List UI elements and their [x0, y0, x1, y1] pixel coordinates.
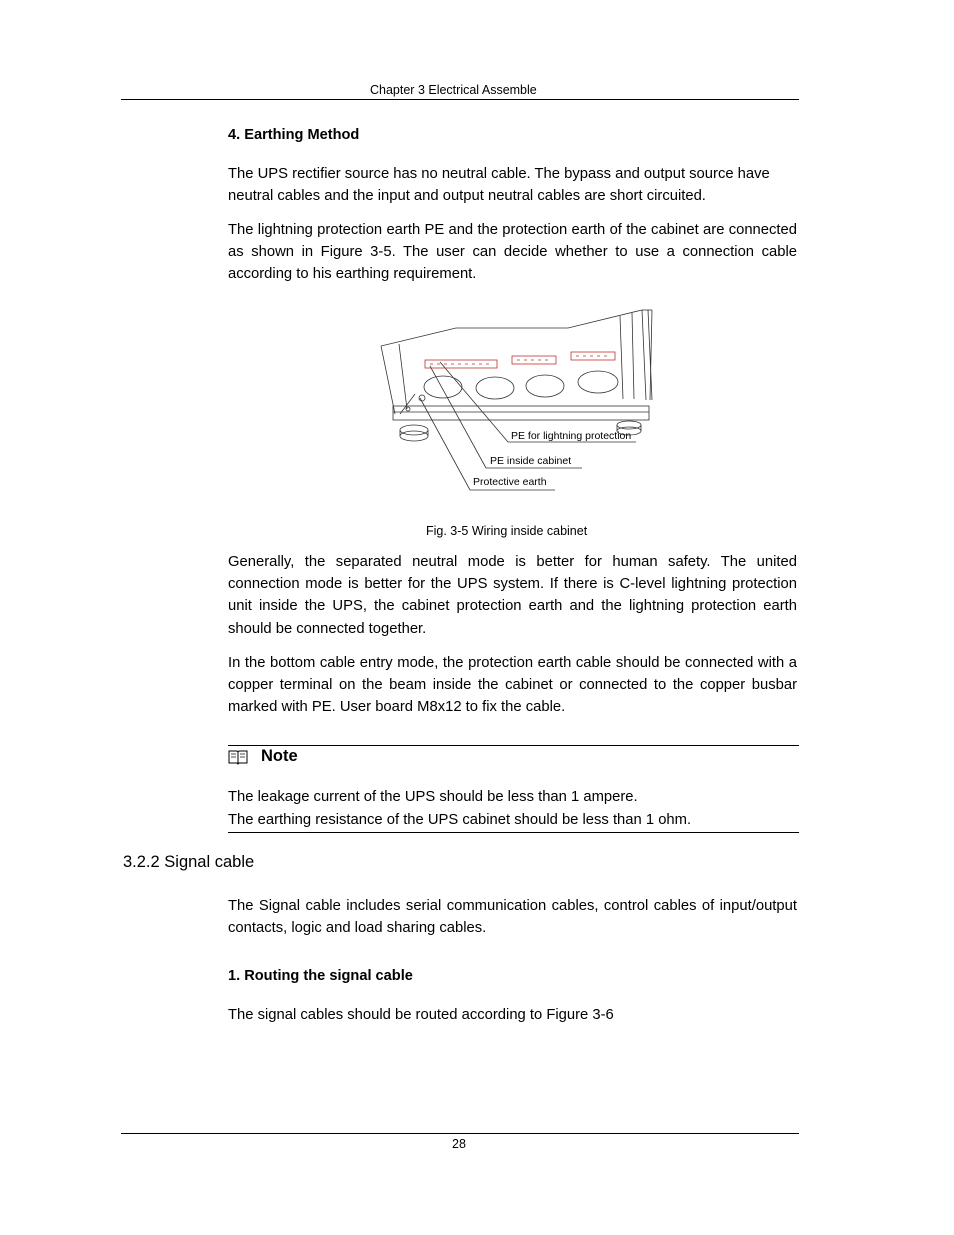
page-number: 28: [452, 1137, 466, 1151]
routing-text: The signal cables should be routed according to Figure 3-6: [228, 1007, 614, 1023]
running-header: Chapter 3 Electrical Assemble: [370, 83, 537, 97]
earthing-paragraph-1: The UPS rectifier source has no neutral cable. The bypass and output source have neutral cables and the input and output neutral cables are short circuited.: [228, 166, 770, 205]
label-pe-lightning: PE for lightning protection: [511, 430, 632, 442]
figure-caption: Fig. 3-5 Wiring inside cabinet: [426, 524, 588, 538]
routing-heading: 1. Routing the signal cable: [228, 968, 413, 984]
signal-paragraph: The Signal cable includes serial communication cables, control cables of input/output contacts, logic and load sharing cables.: [228, 898, 797, 937]
label-protective-earth: Protective earth: [473, 476, 547, 488]
note-top-rule: [228, 745, 799, 746]
book-icon: [228, 749, 248, 765]
footer-rule: [121, 1133, 799, 1134]
note-title: Note: [261, 747, 298, 765]
body-paragraph-3: Generally, the separated neutral mode is better for human safety. The united connection mode is better for the UPS system. If there is C-level lightning protection unit inside the UPS, the cabinet protection earth and the lightning protection earth should be connected together.: [228, 554, 797, 637]
section-title: 3.2.2 Signal cable: [123, 853, 255, 871]
cabinet-drawing: [370, 304, 660, 504]
note-line-2: The earthing resistance of the UPS cabinet should be less than 1 ohm.: [228, 812, 692, 828]
earthing-paragraph-2: The lightning protection earth PE and the protection earth of the cabinet are connected as shown in Figure 3-5. The user can decide whether to use a connection cable according to his earthing requirement.: [228, 222, 797, 283]
earthing-heading: 4. Earthing Method: [228, 127, 360, 143]
note-line-1: The leakage current of the UPS should be less than 1 ampere.: [228, 789, 638, 805]
label-pe-inside-cabinet: PE inside cabinet: [490, 455, 572, 467]
header-rule: [121, 99, 799, 100]
wiring-figure: [370, 304, 660, 504]
note-bottom-rule: [228, 832, 799, 833]
body-paragraph-4: In the bottom cable entry mode, the protection earth cable should be connected with a copper terminal on the beam inside the cabinet or connected to the copper busbar marked with PE. User board M8x12 to fix the cable.: [228, 655, 797, 716]
